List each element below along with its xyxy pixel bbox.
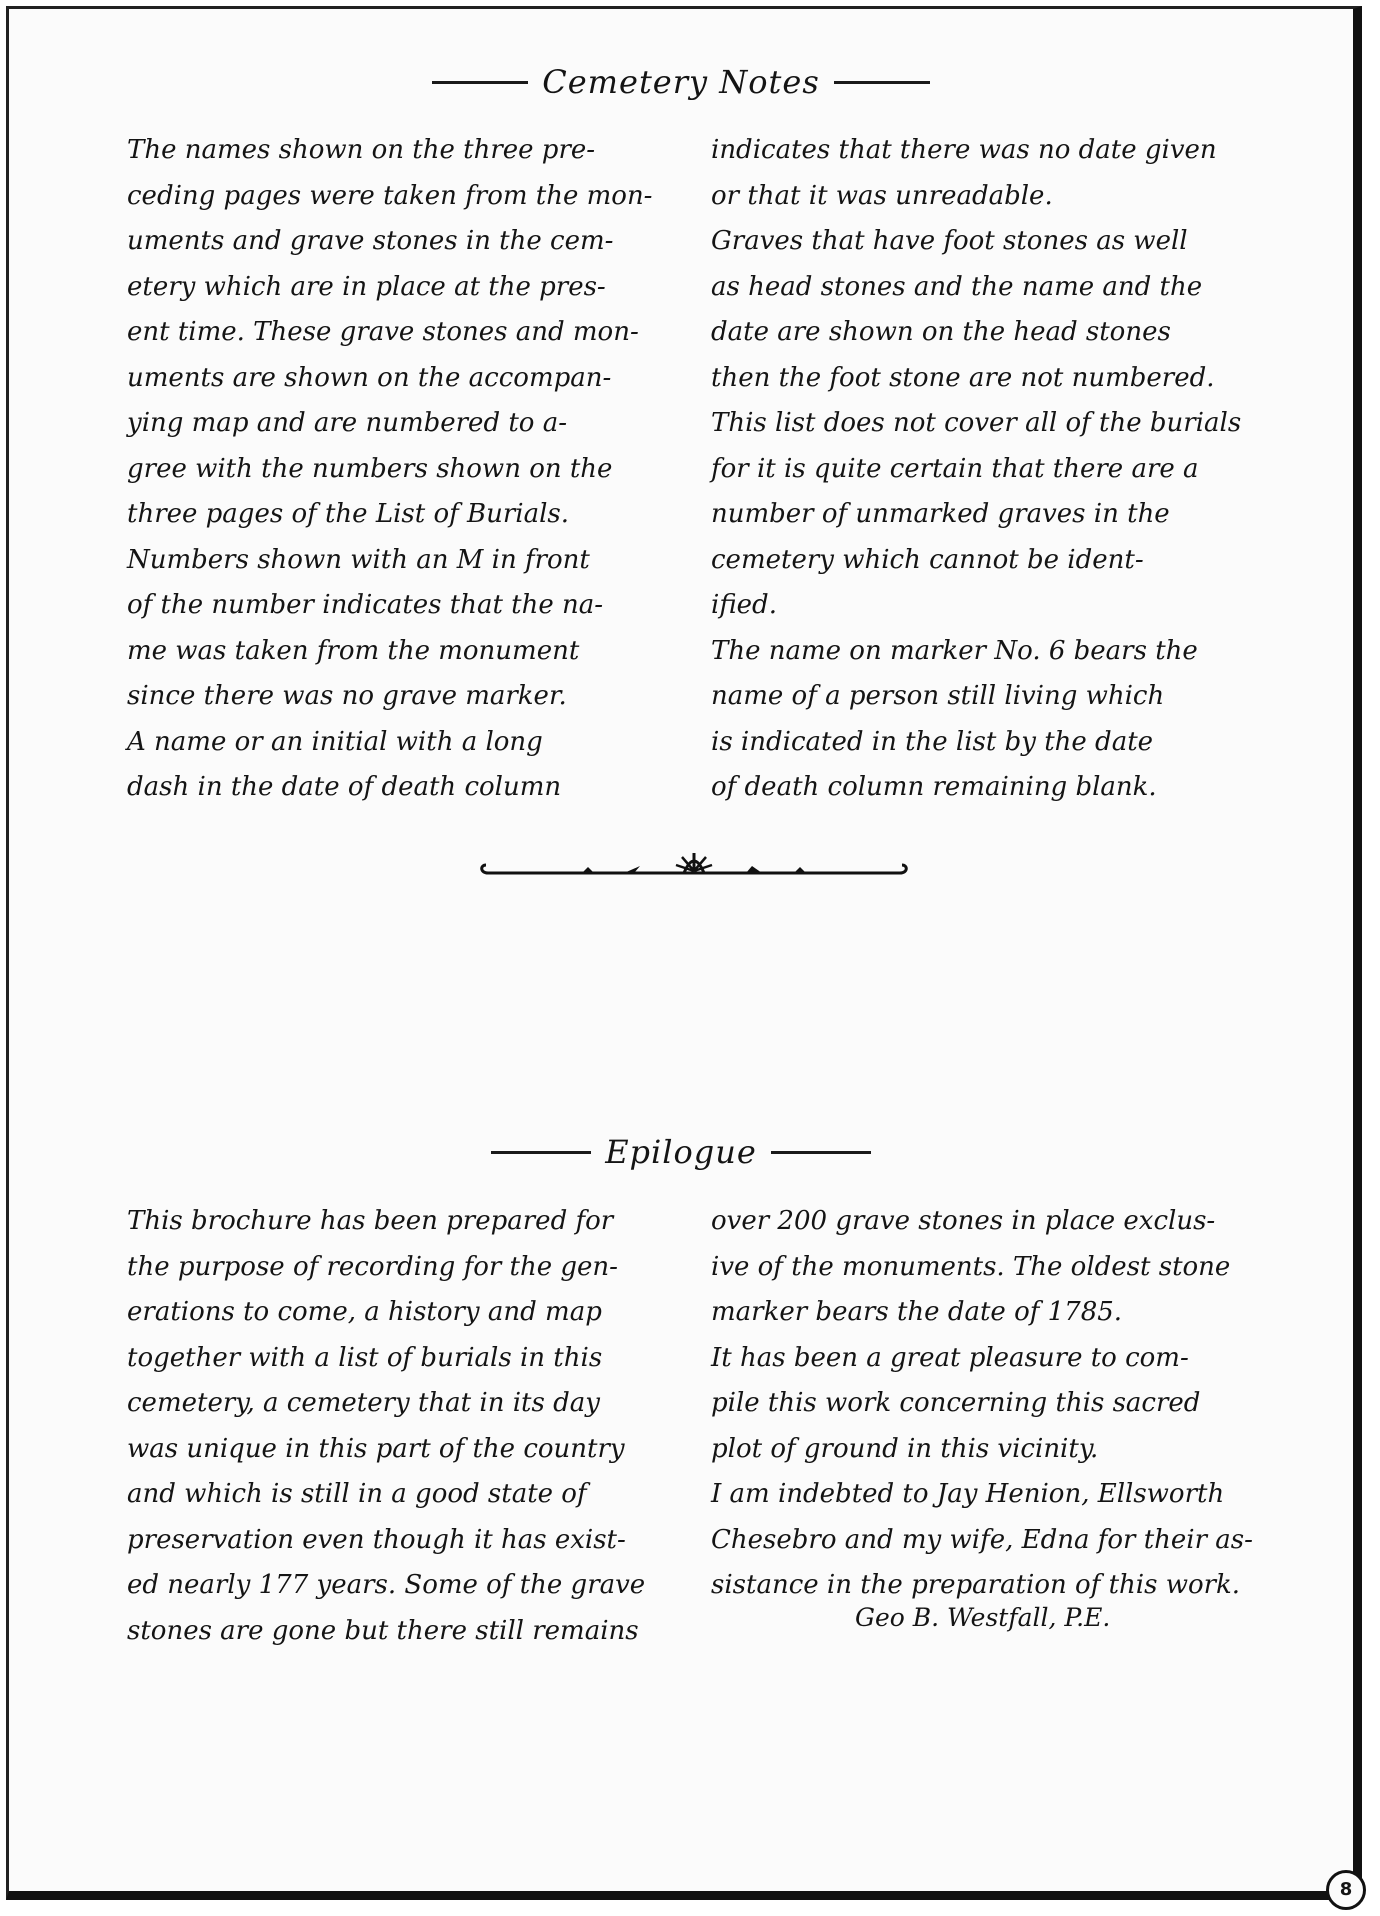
text-line: This brochure has been prepared for (127, 1206, 614, 1236)
epilogue-title: Epilogue (605, 1133, 757, 1171)
text-line: number of unmarked graves in the (711, 499, 1170, 529)
text-line: three pages of the List of Burials. (127, 499, 570, 529)
text-line: of death column remaining blank. (711, 772, 1157, 802)
text-line: then the foot stone are not numbered. (711, 362, 1215, 393)
text-line: pile this work concerning this sacred (711, 1388, 1201, 1418)
heading-rule-right (834, 81, 930, 84)
epilogue-left-column (127, 1199, 645, 1654)
text-line: stones are gone but there still remains (127, 1615, 639, 1646)
text-line: dash in the date of death column (127, 772, 562, 802)
text-line: plot of ground in this vicinity. (711, 1433, 1099, 1464)
text-line: name of a person still living which (711, 681, 1165, 711)
text-line: was unique in this part of the country (127, 1433, 625, 1464)
text-line: Chesebro and my wife, Edna for their as- (711, 1524, 1253, 1555)
text-line: ceding pages were taken from the mon- (127, 180, 653, 211)
text-line: as head stones and the name and the (711, 271, 1203, 302)
text-line: for it is quite certain that there are a (711, 453, 1199, 484)
text-line: date are shown on the head stones (711, 317, 1171, 347)
cemetery-notes-title: Cemetery Notes (542, 63, 820, 101)
text-line: ified. (711, 590, 777, 620)
text-line: and which is still in a good state of (127, 1479, 587, 1509)
text-line: preservation even though it has exist- (127, 1524, 626, 1555)
heading-rule-left (491, 1151, 591, 1154)
text-line: or that it was unreadable. (711, 180, 1053, 211)
text-line: cemetery which cannot be ident- (711, 544, 1144, 575)
text-line: This list does not cover all of the burials (711, 408, 1242, 438)
page-number: 8 (1326, 1870, 1366, 1910)
text-line: The name on marker No. 6 bears the (711, 635, 1198, 666)
text-line: indicates that there was no date given (711, 135, 1217, 165)
text-line: since there was no grave marker. (127, 681, 567, 711)
epilogue-right-column (711, 1199, 1253, 1609)
text-line: sistance in the preparation of this work. (711, 1570, 1241, 1600)
text-line: over 200 grave stones in place exclus- (711, 1206, 1216, 1236)
cemetery-notes-heading (9, 63, 1353, 101)
cemetery-notes-left-column (127, 128, 652, 811)
text-line: ent time. These grave stones and mon- (127, 317, 639, 347)
text-line: uments are shown on the accompan- (127, 362, 612, 393)
heading-rule-left (432, 81, 528, 84)
epilogue-heading (9, 1133, 1353, 1171)
text-line: ed nearly 177 years. Some of the grave (127, 1570, 646, 1600)
text-line: of the number indicates that the na- (127, 590, 604, 620)
cemetery-notes-right-column (711, 128, 1241, 811)
heading-rule-right (771, 1151, 871, 1154)
text-line: uments and grave stones in the cem- (127, 226, 614, 256)
text-line: etery which are in place at the pres- (127, 271, 606, 302)
text-line: erations to come, a history and map (127, 1297, 602, 1327)
text-line: is indicated in the list by the date (711, 726, 1154, 757)
text-line: ying map and are numbered to a- (127, 408, 568, 438)
text-line: the purpose of recording for the gen- (127, 1251, 618, 1282)
text-line: ive of the monuments. The oldest stone (711, 1251, 1231, 1282)
ornamental-divider (474, 847, 914, 887)
text-line: gree with the numbers shown on the (127, 453, 613, 484)
text-line: together with a list of burials in this (127, 1342, 603, 1373)
text-line: I am indebted to Jay Henion, Ellsworth (711, 1479, 1225, 1509)
text-line: marker bears the date of 1785. (711, 1297, 1123, 1327)
author-signature: Geo B. Westfall, P.E. (855, 1603, 1111, 1632)
document-page (6, 6, 1362, 1900)
text-line: Numbers shown with an M in front (127, 544, 590, 575)
text-line: It has been a great pleasure to com- (711, 1342, 1189, 1373)
text-line: cemetery, a cemetery that in its day (127, 1388, 600, 1418)
text-line: Graves that have foot stones as well (711, 226, 1188, 256)
text-line: The names shown on the three pre- (127, 135, 596, 165)
text-line: me was taken from the monument (127, 635, 580, 666)
text-line: A name or an initial with a long (127, 726, 543, 757)
